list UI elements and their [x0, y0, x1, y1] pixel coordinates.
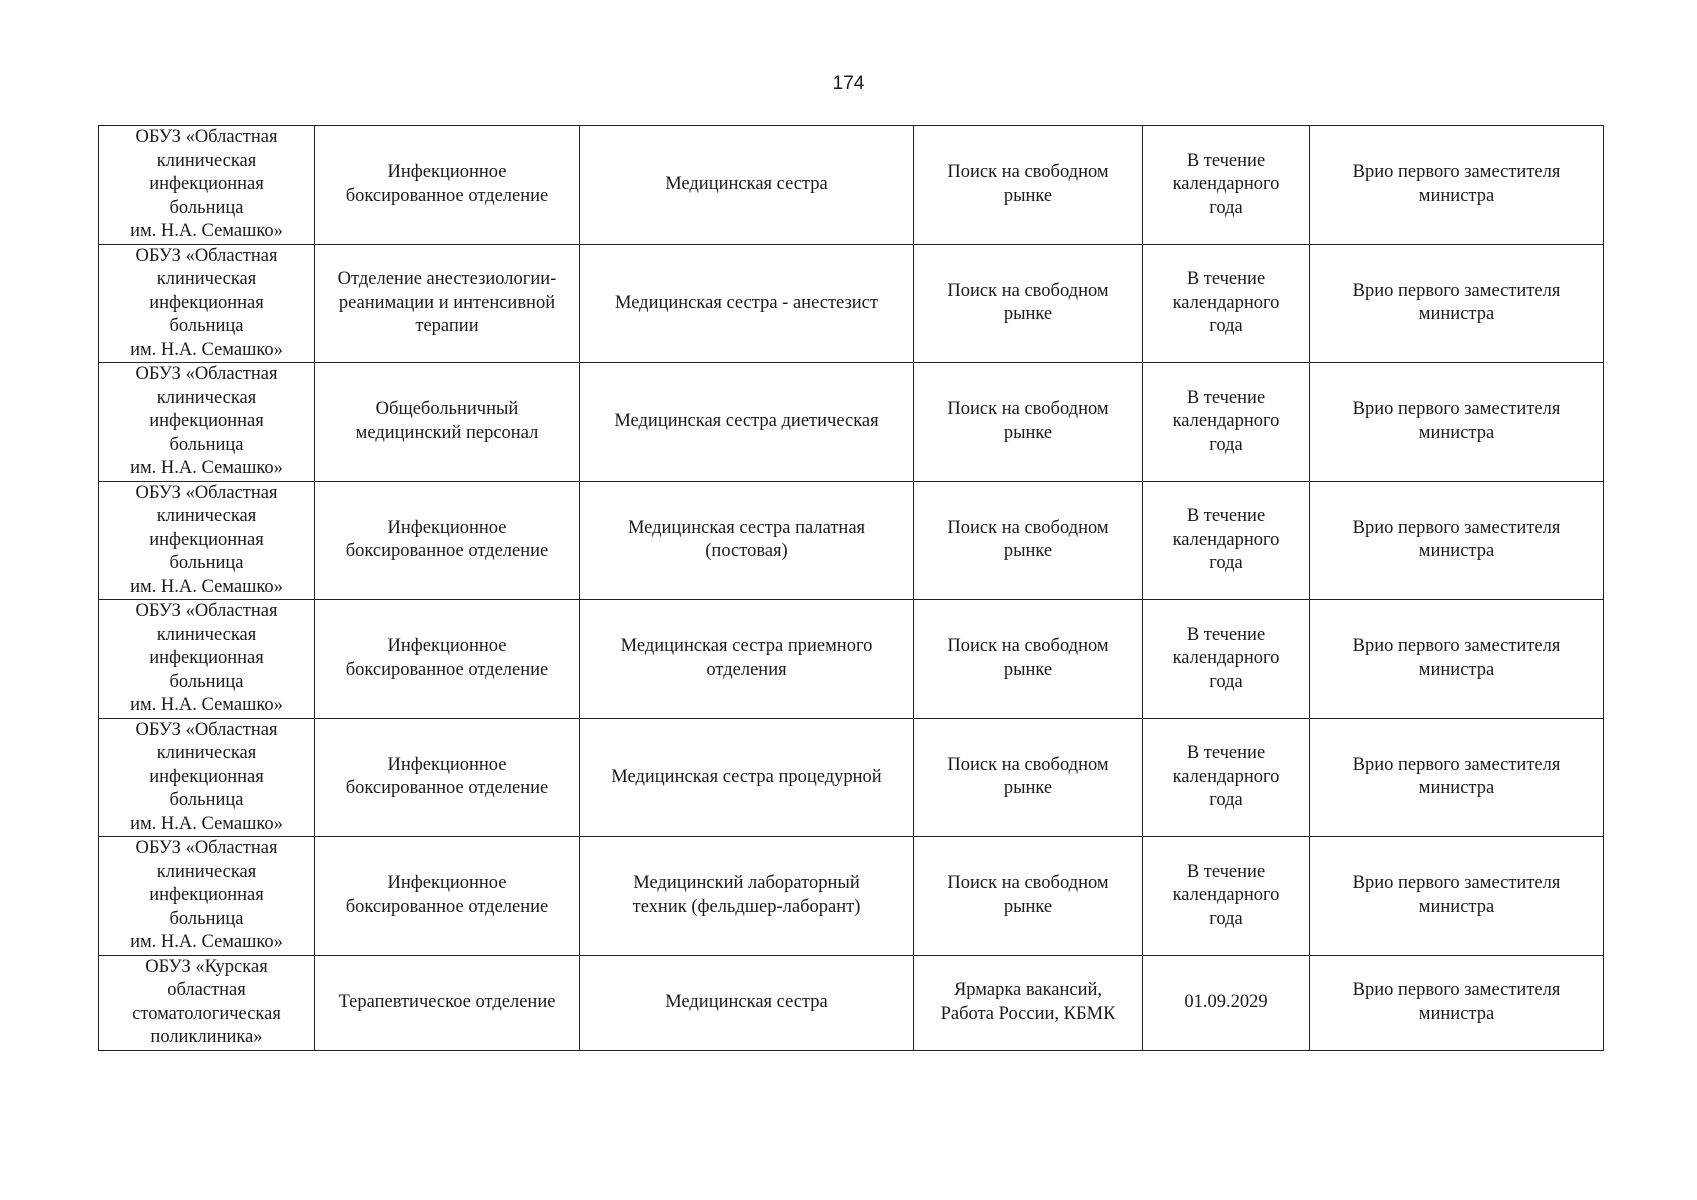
cell-text-line: им. Н.А. Семашко» [130, 813, 283, 834]
cell-text-line: В течение [1186, 269, 1266, 289]
cell-text-line: Терапевтическое отделение [338, 991, 556, 1012]
cell-text-line: Врио первого заместителя [1352, 280, 1561, 301]
cell-text-line: Поиск на свободном [947, 162, 1109, 183]
cell-text-line: В течение [1186, 506, 1266, 526]
cell-text-line: года [1209, 790, 1243, 810]
cell-text-line: ОБУЗ «Областная [135, 245, 278, 266]
cell-text-line: Медицинский лабораторный [633, 873, 860, 894]
cell-text-line: Поиск на свободном [947, 399, 1109, 420]
department-cell [315, 718, 580, 837]
cell-text-line: клиническая [156, 861, 257, 882]
cell-text-line: больница [169, 197, 244, 218]
method-cell [914, 837, 1143, 956]
cell-text-line: больница [169, 790, 244, 810]
cell-text-line: клиническая [156, 387, 257, 408]
organization-cell [99, 600, 315, 719]
cell-text-line: Врио первого заместителя [1352, 399, 1561, 420]
department-cell [315, 481, 580, 600]
position-cell [580, 837, 914, 956]
position-cell [580, 718, 914, 837]
cell-text-line: Медицинская сестра - анестезист [615, 292, 878, 313]
cell-text-line: им. Н.А. Семашко» [130, 576, 283, 597]
cell-text-line: клиническая [156, 743, 257, 763]
term-cell [1143, 126, 1310, 245]
cell-text-line: реанимации и интенсивной [338, 292, 556, 313]
term-cell [1143, 837, 1310, 956]
method-cell [914, 244, 1143, 363]
organization-cell [99, 244, 315, 363]
cell-text-line: Инфекционное [387, 517, 507, 538]
department-cell [315, 955, 580, 1050]
cell-text-line: Врио первого заместителя [1352, 873, 1561, 894]
cell-text-line: ОБУЗ «Областная [135, 482, 278, 503]
cell-text-line: календарного [1172, 411, 1280, 431]
term-cell [1143, 718, 1310, 837]
organization-cell [99, 837, 315, 956]
table-row [99, 837, 1604, 956]
department-cell [315, 126, 580, 245]
cell-text-line: больница [169, 553, 244, 573]
cell-text-line: Медицинская сестра диетическая [614, 411, 879, 431]
cell-text-line: Врио первого заместителя [1352, 517, 1561, 538]
cell-text-line: министра [1418, 541, 1495, 562]
cell-text-line: инфекционная [149, 529, 264, 550]
table-row [99, 600, 1604, 719]
department-cell [315, 363, 580, 482]
position-cell [580, 126, 914, 245]
cell-text-line: Врио первого заместителя [1352, 636, 1561, 657]
cell-text-line: клиническая [156, 624, 257, 645]
cell-text-line: министра [1418, 1003, 1495, 1024]
table-row [99, 481, 1604, 600]
position-cell [580, 955, 914, 1050]
cell-text-line: Поиск на свободном [947, 280, 1109, 301]
cell-text-line: Инфекционное [387, 873, 507, 894]
cell-text-line: боксированное отделение [345, 778, 549, 799]
organization-cell [99, 363, 315, 482]
method-cell [914, 718, 1143, 837]
cell-text-line: Врио первого заместителя [1352, 980, 1561, 1000]
term-cell [1143, 955, 1310, 1050]
department-cell [315, 837, 580, 956]
cell-text-line: министра [1418, 778, 1495, 799]
cell-text-line: Ярмарка вакансий, [953, 980, 1103, 1000]
cell-text-line: клиническая [156, 506, 257, 526]
cell-text-line: года [1209, 434, 1243, 455]
responsible-cell [1310, 600, 1604, 719]
cell-text-line: Работа России, КБМК [940, 1003, 1116, 1024]
cell-text-line: В течение [1186, 150, 1266, 171]
cell-text-line: Отделение анестезиологии- [337, 269, 557, 289]
cell-text-line: ОБУЗ «Областная [135, 364, 278, 384]
cell-text-line: рынке [1003, 422, 1053, 443]
cell-text-line: инфекционная [149, 885, 264, 905]
cell-text-line: Медицинская сестра процедурной [611, 766, 882, 787]
cell-text-line: инфекционная [149, 411, 264, 431]
responsible-cell [1310, 718, 1604, 837]
table-row [99, 126, 1604, 245]
responsible-cell [1310, 126, 1604, 245]
cell-text-line: (постовая) [705, 541, 788, 562]
cell-text-line: ОБУЗ «Областная [135, 719, 278, 740]
cell-text-line: больница [169, 316, 244, 336]
organization-cell [99, 718, 315, 837]
cell-text-line: министра [1418, 422, 1495, 443]
table-row [99, 718, 1604, 837]
cell-text-line: рынке [1003, 659, 1053, 680]
cell-text-line: Поиск на свободном [947, 517, 1109, 538]
table-row [99, 363, 1604, 482]
cell-text-line: медицинский персонал [355, 422, 539, 443]
method-cell [914, 363, 1143, 482]
table-body [99, 126, 1604, 1051]
cell-text-line: больница [169, 671, 244, 692]
cell-text-line: рынке [1003, 541, 1053, 562]
cell-text-line: Инфекционное [387, 636, 507, 657]
cell-text-line: 01.09.2029 [1184, 991, 1268, 1012]
cell-text-line: календарного [1172, 885, 1280, 905]
responsible-cell [1310, 955, 1604, 1050]
cell-text-line: терапии [415, 316, 479, 336]
cell-text-line: отделения [706, 659, 787, 680]
cell-text-line: стоматологическая [132, 1003, 281, 1024]
staffing-table [98, 125, 1604, 1051]
cell-text-line: техник (фельдшер-лаборант) [632, 896, 861, 917]
cell-text-line: больница [169, 908, 244, 929]
cell-text-line: календарного [1172, 766, 1280, 787]
cell-text-line: боксированное отделение [345, 659, 549, 680]
cell-text-line: В течение [1186, 861, 1266, 882]
cell-text-line: министра [1418, 659, 1495, 680]
term-cell [1143, 363, 1310, 482]
cell-text-line: министра [1418, 896, 1495, 917]
cell-text-line: Общебольничный [375, 399, 519, 420]
cell-text-line: Врио первого заместителя [1352, 162, 1561, 183]
cell-text-line: календарного [1172, 648, 1280, 668]
method-cell [914, 955, 1143, 1050]
cell-text-line: Поиск на свободном [947, 873, 1109, 894]
cell-text-line: календарного [1172, 174, 1280, 194]
term-cell [1143, 244, 1310, 363]
cell-text-line: Медицинская сестра [665, 174, 828, 194]
position-cell [580, 600, 914, 719]
cell-text-line: Медицинская сестра приемного [620, 636, 873, 657]
responsible-cell [1310, 481, 1604, 600]
cell-text-line: поликлиника» [150, 1027, 263, 1047]
position-cell [580, 481, 914, 600]
cell-text-line: им. Н.А. Семашко» [130, 221, 283, 241]
organization-cell [99, 126, 315, 245]
cell-text-line: боксированное отделение [345, 896, 549, 917]
responsible-cell [1310, 363, 1604, 482]
cell-text-line: В течение [1186, 387, 1266, 408]
term-cell [1143, 481, 1310, 600]
department-cell [315, 600, 580, 719]
cell-text-line: инфекционная [149, 766, 264, 787]
cell-text-line: Медицинская сестра палатная [627, 517, 866, 538]
cell-text-line: календарного [1172, 292, 1280, 313]
cell-text-line: Медицинская сестра [665, 991, 828, 1012]
cell-text-line: года [1209, 197, 1243, 218]
cell-text-line: им. Н.А. Семашко» [130, 932, 283, 952]
cell-text-line: В течение [1186, 743, 1266, 763]
method-cell [914, 600, 1143, 719]
cell-text-line: Поиск на свободном [947, 636, 1109, 657]
cell-text-line: года [1209, 908, 1243, 929]
cell-text-line: года [1209, 553, 1243, 573]
cell-text-line: инфекционная [149, 174, 264, 194]
organization-cell [99, 955, 315, 1050]
method-cell [914, 481, 1143, 600]
cell-text-line: инфекционная [149, 292, 264, 313]
cell-text-line: Врио первого заместителя [1352, 754, 1561, 775]
cell-text-line: рынке [1003, 896, 1053, 917]
cell-text-line: больница [169, 434, 244, 455]
responsible-cell [1310, 837, 1604, 956]
cell-text-line: года [1209, 316, 1243, 336]
term-cell [1143, 600, 1310, 719]
cell-text-line: рынке [1003, 778, 1053, 799]
cell-text-line: Инфекционное [387, 754, 507, 775]
cell-text-line: боксированное отделение [345, 185, 549, 206]
cell-text-line: областная [167, 980, 246, 1000]
cell-text-line: инфекционная [149, 648, 264, 668]
organization-cell [99, 481, 315, 600]
cell-text-line: календарного [1172, 529, 1280, 550]
cell-text-line: ОБУЗ «Областная [135, 601, 278, 621]
cell-text-line: им. Н.А. Семашко» [130, 695, 283, 715]
cell-text-line: ОБУЗ «Областная [135, 838, 278, 858]
cell-text-line: В течение [1186, 624, 1266, 645]
cell-text-line: рынке [1003, 304, 1053, 325]
cell-text-line: министра [1418, 304, 1495, 325]
position-cell [580, 363, 914, 482]
cell-text-line: Инфекционное [387, 162, 507, 183]
cell-text-line: рынке [1003, 185, 1053, 206]
cell-text-line: министра [1418, 185, 1495, 206]
table-row [99, 955, 1604, 1050]
cell-text-line: ОБУЗ «Курская [145, 956, 268, 977]
cell-text-line: ОБУЗ «Областная [135, 127, 278, 147]
cell-text-line: им. Н.А. Семашко» [130, 339, 283, 360]
department-cell [315, 244, 580, 363]
cell-text-line: Поиск на свободном [947, 754, 1109, 775]
responsible-cell [1310, 244, 1604, 363]
method-cell [914, 126, 1143, 245]
cell-text-line: боксированное отделение [345, 541, 549, 562]
cell-text-line: клиническая [156, 150, 257, 171]
cell-text-line: клиническая [156, 269, 257, 289]
page-number: 174 [832, 73, 865, 94]
table-row [99, 244, 1604, 363]
position-cell [580, 244, 914, 363]
cell-text-line: года [1209, 671, 1243, 692]
cell-text-line: им. Н.А. Семашко» [130, 458, 283, 478]
